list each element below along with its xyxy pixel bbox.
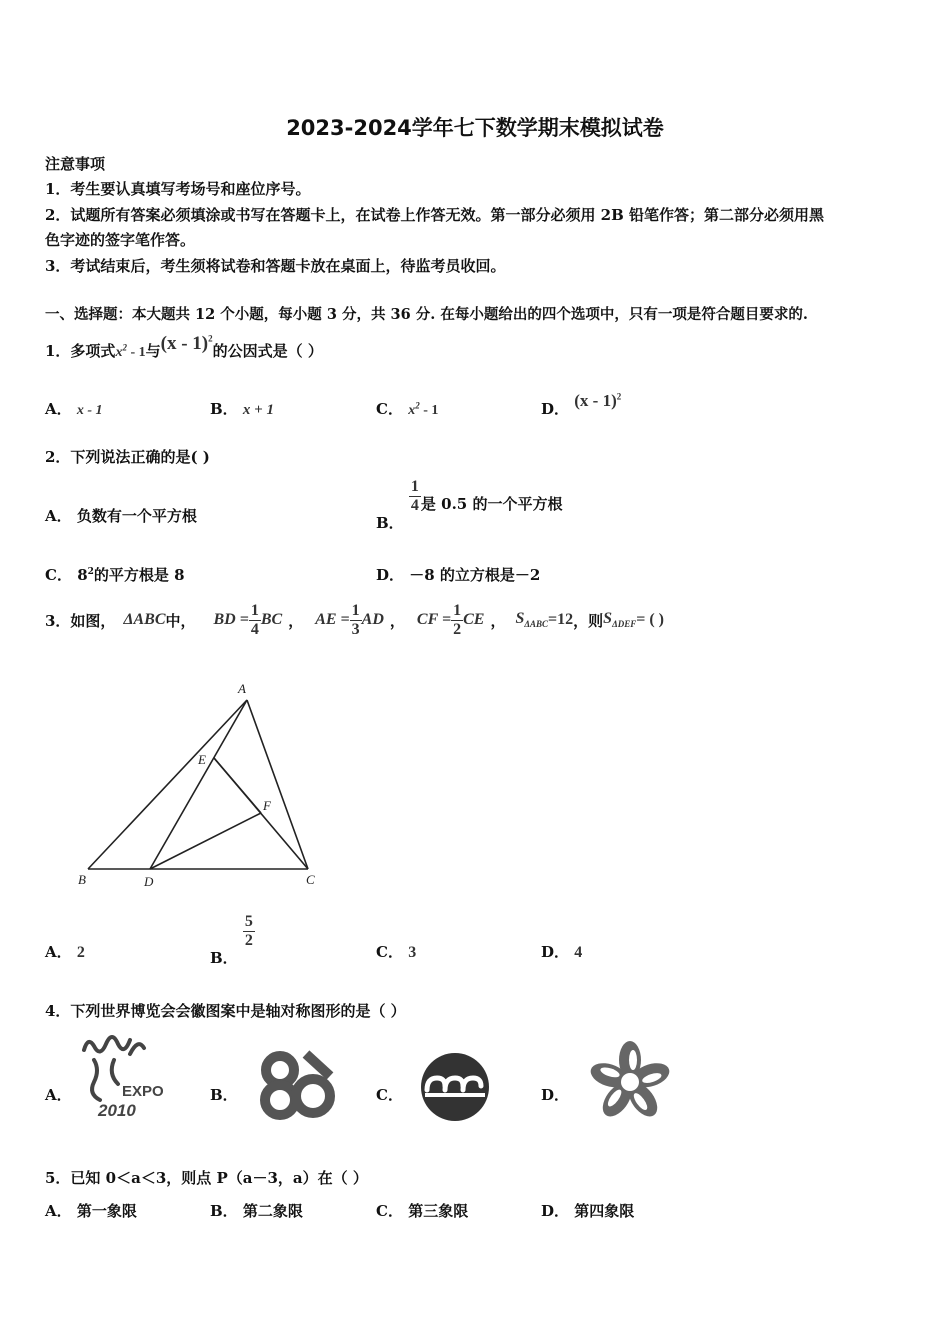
question-1-stem bbox=[45, 333, 323, 362]
q5-option-c[interactable]: C． 第三象限 bbox=[376, 1202, 469, 1220]
label-d: D bbox=[144, 874, 154, 889]
q1-option-b[interactable]: B． x + 1 bbox=[210, 400, 274, 418]
q3-option-b[interactable]: B． $\frac{5}{2}$ bbox=[210, 913, 253, 967]
question-5-stem: 5．已知 0＜a＜3，则点 P（a－3，a）在（ ） bbox=[45, 1169, 368, 1187]
expo-logo-d[interactable] bbox=[588, 1040, 672, 1124]
question-4-stem: 4．下列世界博览会会徽图案中是轴对称图形的是（ ） bbox=[45, 1002, 406, 1020]
q2-option-c[interactable]: C． $8^2$的平方根是 8 bbox=[45, 566, 185, 584]
label-c: C bbox=[306, 872, 315, 887]
edge-ab bbox=[88, 700, 247, 869]
q4-option-d-label[interactable]: D． bbox=[541, 1086, 570, 1104]
q2-option-b[interactable]: B． $\frac{1}{4}$ 是 0.5 的一个平方根 bbox=[376, 478, 563, 532]
label-e: E bbox=[198, 752, 206, 767]
q1-expr2: (x - 1)$^2$ bbox=[160, 333, 213, 354]
notice-item: 色字迹的签字笔作答。 bbox=[45, 231, 196, 249]
svg-text:EXPO: EXPO bbox=[122, 1083, 164, 1100]
q3-option-d[interactable]: D． 4 bbox=[541, 943, 583, 961]
q1-option-a[interactable]: A． x - 1 bbox=[45, 400, 103, 418]
q3-frac-ae: $\frac{1}{3}$ bbox=[351, 601, 360, 638]
q5-option-b[interactable]: B． 第二象限 bbox=[210, 1202, 303, 1220]
expo-logo-a[interactable] bbox=[74, 1030, 170, 1120]
section-heading: 一、选择题：本大题共 12 个小题，每小题 3 分，共 36 分. 在每小题给出的四个选项中，只有一项是符合题目要求的. bbox=[45, 306, 808, 323]
svg-text:2010: 2010 bbox=[98, 1101, 136, 1120]
expo-logo-c[interactable] bbox=[418, 1050, 492, 1124]
q5-option-a[interactable]: A． 第一象限 bbox=[45, 1202, 137, 1220]
q2-option-d[interactable]: D． －8 的立方根是－2 bbox=[376, 566, 541, 584]
q2-option-a[interactable]: A． 负数有一个平方根 bbox=[45, 507, 197, 525]
q5-option-d[interactable]: D． 第四象限 bbox=[541, 1202, 635, 1220]
q4-option-a-label[interactable]: A． bbox=[45, 1086, 72, 1104]
edge-ac bbox=[247, 700, 308, 869]
notice-item: 3．考试结束后，考生须将试卷和答题卡放在桌面上，待监考员收回。 bbox=[45, 257, 506, 275]
q3-frac-bd: $\frac{1}{4}$ bbox=[250, 601, 259, 638]
q1-mid: 与 bbox=[145, 342, 161, 360]
question-3-stem: 3．如图， ΔABC 中， BD = $\frac{1}{4}$ BC ， AE = $\frac{1}{3}$ AD ， CF = $\frac{1}{2}$ CE ， $S_{\Delta ABC}$ =12 ，则 $S_{\Delta DEF}$ = ( ) bbox=[45, 601, 664, 638]
question-2-stem: 2．下列说法正确的是( ) bbox=[45, 448, 210, 466]
q3-frac-cf: $\frac{1}{2}$ bbox=[453, 601, 462, 638]
q4-option-b-label[interactable]: B． bbox=[210, 1086, 238, 1104]
label-f: F bbox=[263, 798, 271, 813]
expo-logo-b[interactable] bbox=[258, 1046, 338, 1122]
q3-option-c[interactable]: C． 3 bbox=[376, 943, 417, 961]
q2-fraction: $\frac{1}{4}$ bbox=[410, 478, 419, 514]
q1-option-d[interactable]: D． (x - 1)$^2$ bbox=[541, 391, 622, 418]
q1-prefix: 1．多项式 bbox=[45, 342, 116, 360]
q3-option-a[interactable]: A． 2 bbox=[45, 943, 85, 961]
q1-expr1-tail: - 1 bbox=[126, 345, 146, 360]
triangle-figure bbox=[70, 678, 330, 893]
segment-ef bbox=[214, 758, 261, 813]
page-title: 2023-2024学年七下数学期末模拟试卷 bbox=[286, 116, 664, 140]
label-a: A bbox=[238, 681, 246, 696]
q1-expr1: $x^2$ bbox=[115, 342, 127, 360]
q1-option-c[interactable]: C． $x^2 - 1$ bbox=[376, 400, 439, 418]
notice-heading: 注意事项 bbox=[45, 155, 106, 173]
notice-item: 2．试题所有答案必须填涂或书写在答题卡上，在试卷上作答无效。第一部分必须用 2B 铅笔作答；第二部分必须用黑 bbox=[45, 206, 825, 224]
q4-option-c-label[interactable]: C． bbox=[376, 1086, 403, 1104]
label-b: B bbox=[78, 872, 86, 887]
notice-item: 1．考生要认真填写考场号和座位序号。 bbox=[45, 180, 311, 198]
q1-suffix: 的公因式是（ ） bbox=[212, 342, 323, 360]
